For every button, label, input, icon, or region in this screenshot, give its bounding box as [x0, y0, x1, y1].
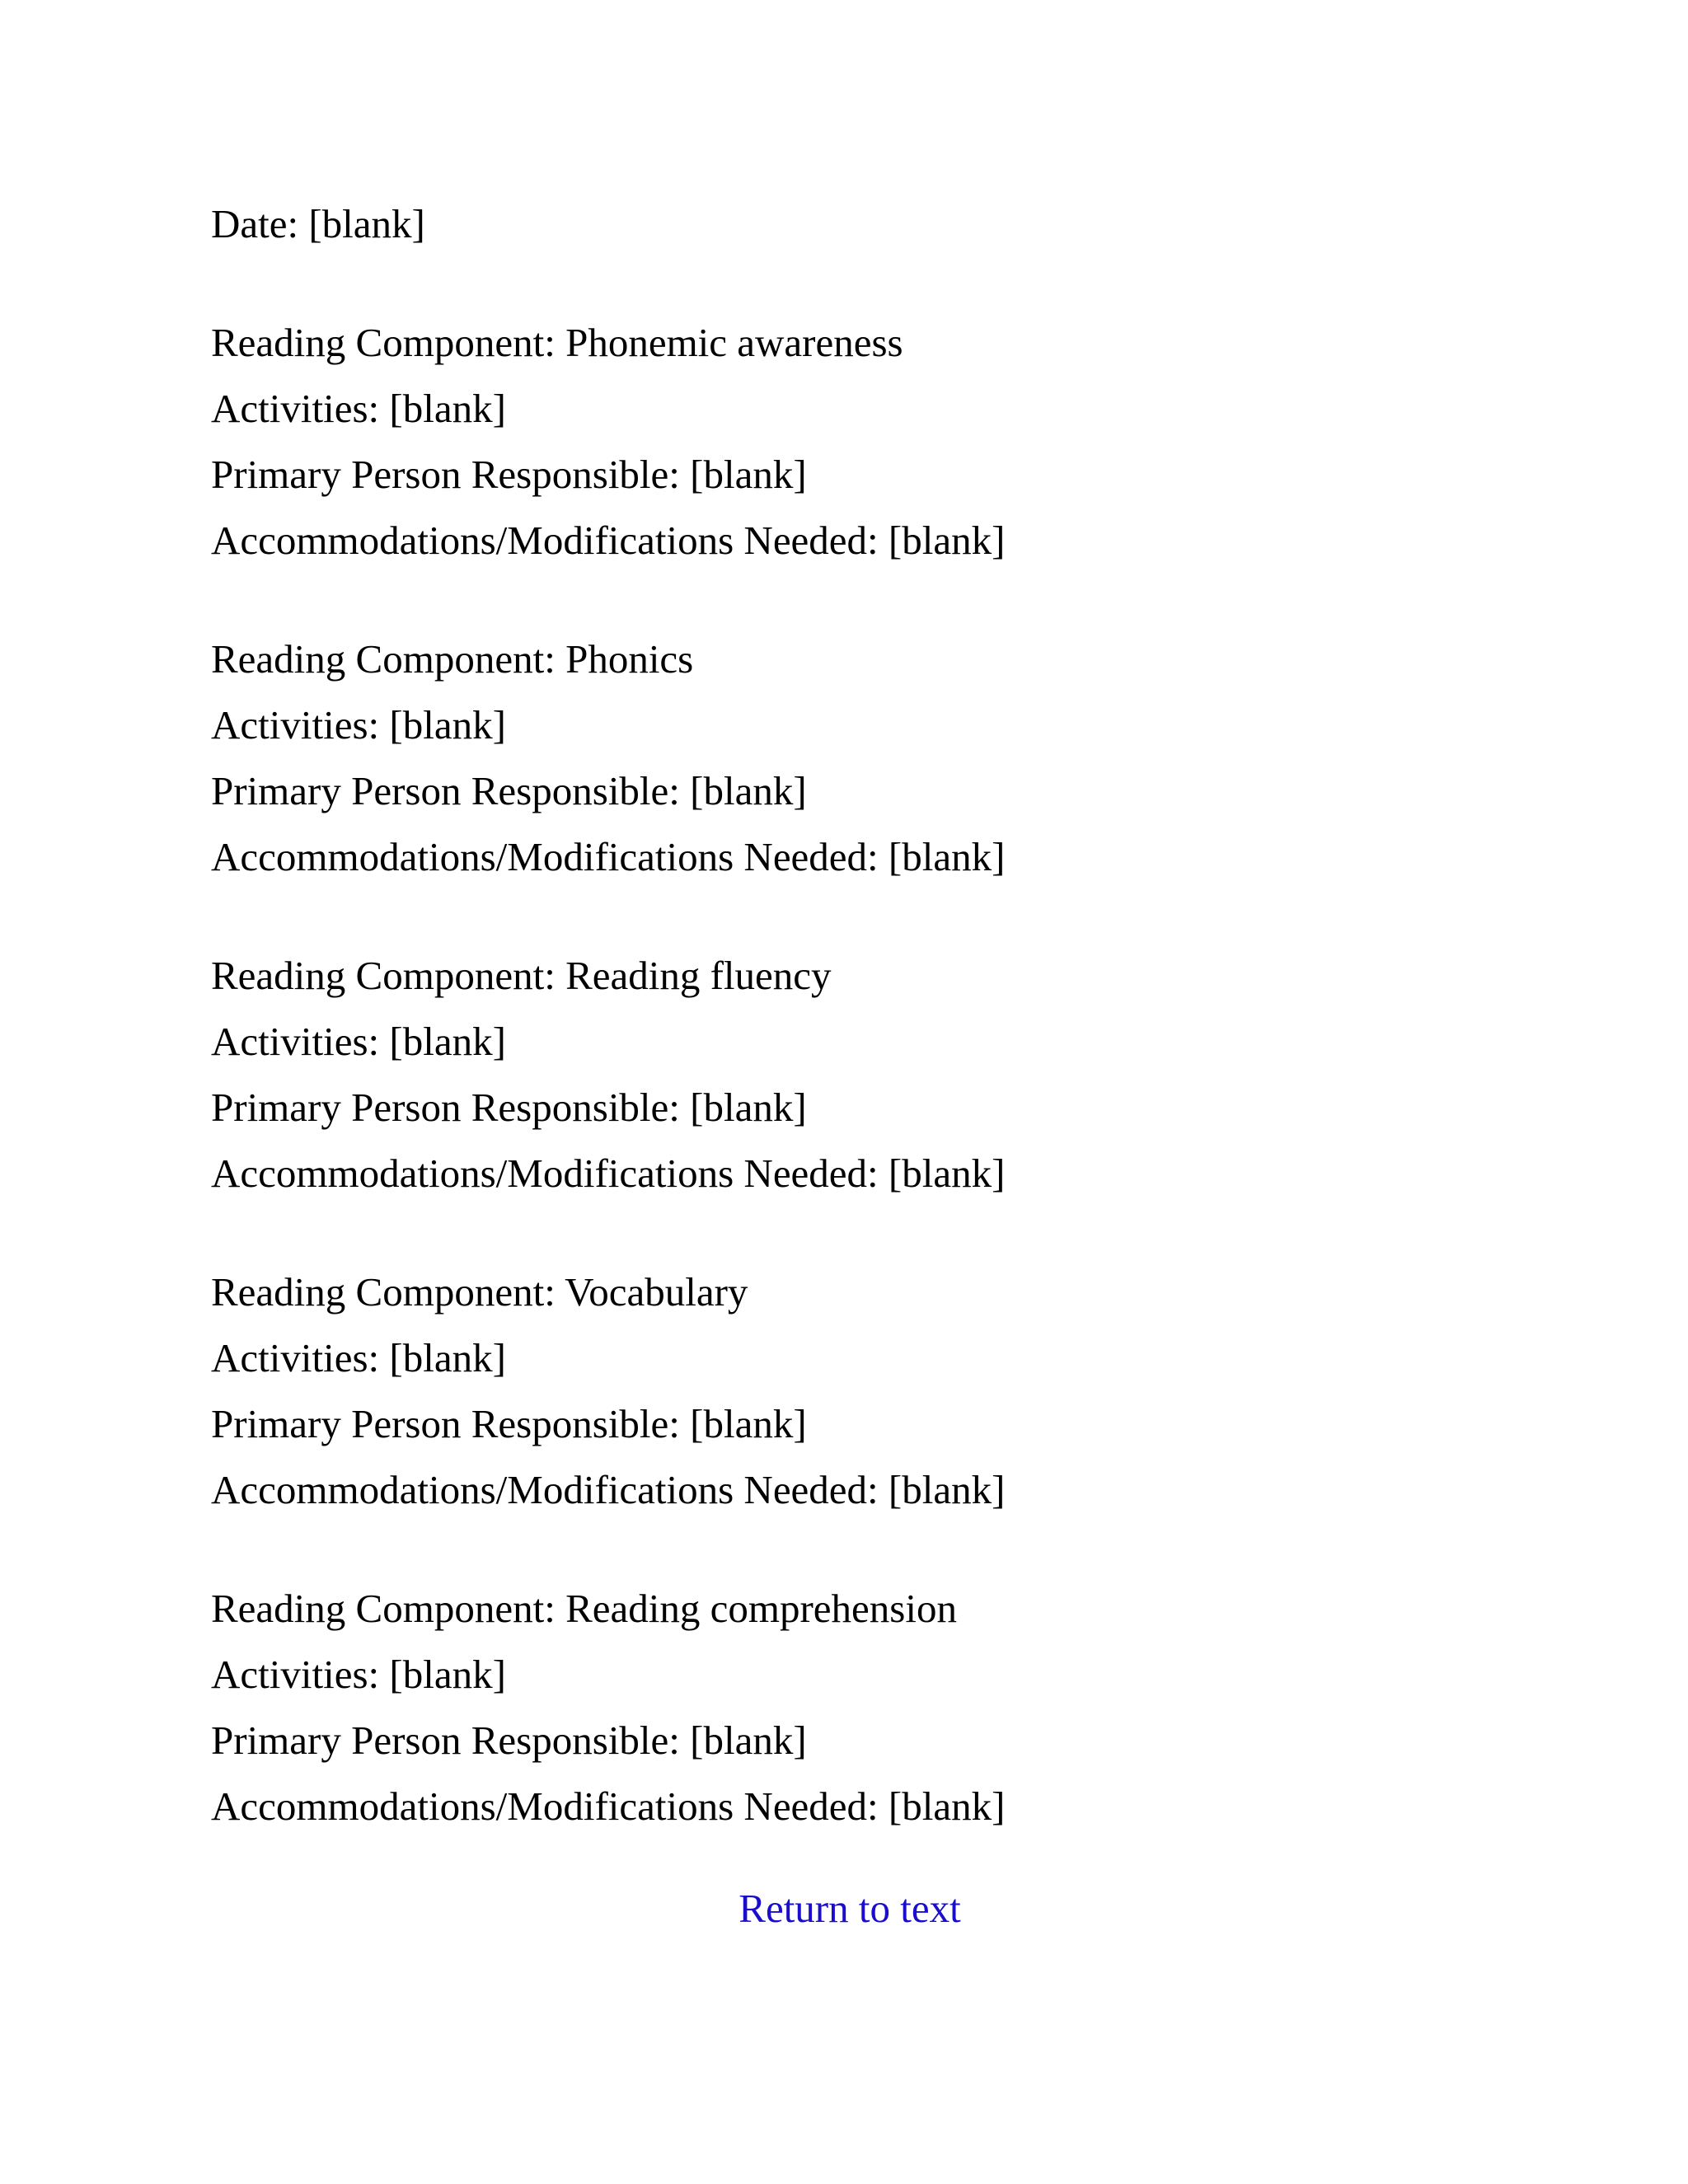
accommodations-line: Accommodations/Modifications Needed: [blank] [211, 1783, 1006, 1829]
component-block-vocabulary [211, 1259, 1530, 1523]
accommodations-line: Accommodations/Modifications Needed: [blank] [211, 834, 1006, 879]
date-line: Date: [blank] [211, 201, 425, 246]
component-block-reading-fluency [211, 943, 1530, 1207]
reading-component-label: Reading Component: Phonemic awareness [211, 320, 903, 365]
activities-line: Activities: [blank] [211, 1335, 506, 1380]
component-block-phonics [211, 626, 1530, 890]
component-block-phonemic-awareness [211, 310, 1530, 574]
reading-component-label: Reading Component: Reading fluency [211, 953, 832, 998]
activities-line: Activities: [blank] [211, 702, 506, 748]
primary-person-line: Primary Person Responsible: [blank] [211, 1085, 807, 1130]
return-to-text-link[interactable]: Return to text [738, 1886, 961, 1931]
primary-person-line: Primary Person Responsible: [blank] [211, 768, 807, 813]
primary-person-line: Primary Person Responsible: [blank] [211, 1718, 807, 1763]
activities-line: Activities: [blank] [211, 1652, 506, 1697]
return-link-container [0, 1876, 1688, 1942]
primary-person-line: Primary Person Responsible: [blank] [211, 452, 807, 497]
component-block-reading-comprehension [211, 1576, 1530, 1840]
document-body [211, 191, 1530, 1840]
accommodations-line: Accommodations/Modifications Needed: [blank] [211, 1467, 1006, 1512]
primary-person-line: Primary Person Responsible: [blank] [211, 1401, 807, 1446]
accommodations-line: Accommodations/Modifications Needed: [blank] [211, 1151, 1006, 1196]
accommodations-line: Accommodations/Modifications Needed: [blank] [211, 518, 1006, 563]
reading-component-label: Reading Component: Phonics [211, 636, 694, 682]
activities-line: Activities: [blank] [211, 1019, 506, 1064]
activities-line: Activities: [blank] [211, 386, 506, 431]
reading-component-label: Reading Component: Vocabulary [211, 1269, 748, 1315]
reading-component-label: Reading Component: Reading comprehension [211, 1586, 957, 1631]
